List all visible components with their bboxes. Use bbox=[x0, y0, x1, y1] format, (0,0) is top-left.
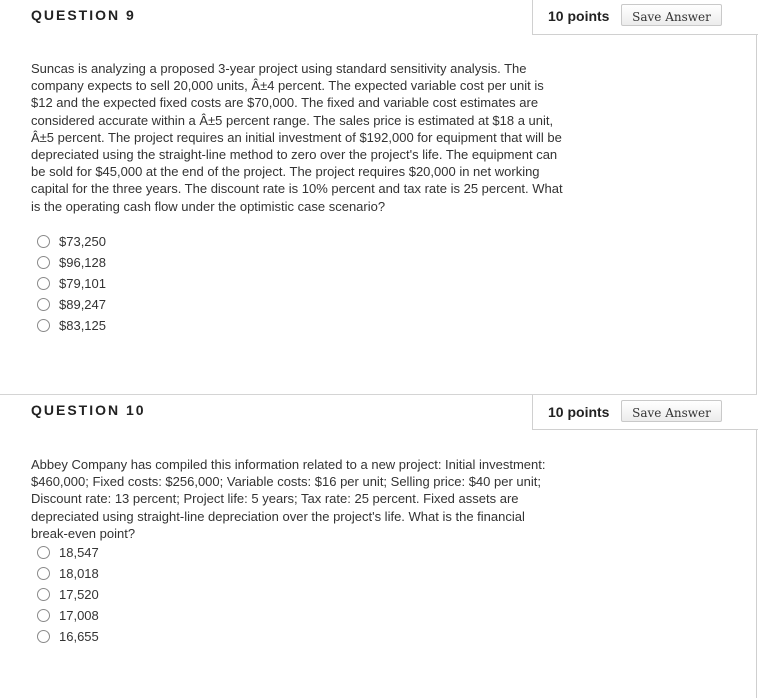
option-label[interactable]: 18,018 bbox=[59, 566, 99, 581]
answer-option[interactable] bbox=[37, 315, 106, 336]
answer-option[interactable] bbox=[37, 584, 99, 605]
option-label[interactable]: $96,128 bbox=[59, 255, 106, 270]
radio-button[interactable] bbox=[37, 256, 50, 269]
answer-options bbox=[37, 542, 99, 647]
points-label: 10 points bbox=[548, 404, 610, 420]
radio-button[interactable] bbox=[37, 298, 50, 311]
question-header bbox=[0, 0, 757, 36]
save-answer-button[interactable]: Save Answer bbox=[621, 4, 722, 26]
answer-option[interactable] bbox=[37, 273, 106, 294]
answer-option[interactable] bbox=[37, 231, 106, 252]
radio-button[interactable] bbox=[37, 609, 50, 622]
question-text: Suncas is analyzing a proposed 3-year project using standard sensitivity analysis. The company expects to sell 20,000 units, Â±4 percent. The expected variable cost per unit is $12 and the expected fixed costs are $70,000. The fixed and variable cost estimates are considered accurate within a Â±5 percent range. The sales price is estimated at $18 a unit, Â±5 percent. The project requires an initial investment of $192,000 for equipment that will be depreciated using the straight-line method to zero over the project's life. The equipment can be sold for $45,000 at the end of the project. The project requires $20,000 in net working capital for the three years. The discount rate is 10% percent and tax rate is 25 percent. What is the operating cash flow under the optimistic case scenario? bbox=[31, 61, 563, 214]
option-label[interactable]: $89,247 bbox=[59, 297, 106, 312]
option-label[interactable]: $79,101 bbox=[59, 276, 106, 291]
radio-button[interactable] bbox=[37, 630, 50, 643]
option-label[interactable]: $73,250 bbox=[59, 234, 106, 249]
points-box bbox=[532, 0, 758, 35]
option-label[interactable]: $83,125 bbox=[59, 318, 106, 333]
answer-options bbox=[37, 231, 106, 336]
points-label: 10 points bbox=[548, 8, 610, 24]
question-text: Abbey Company has compiled this information related to a new project: Initial investment: $460,000; Fixed costs: $256,000; Variable costs: $16 per unit; Selling price: $40 per unit; Discount rate: 13 percent; Project life: 5 years; Tax rate: 25 percent. Fixed assets are depreciated using straight-line depreciation over the project's life. What is the financial break-even point? bbox=[31, 457, 546, 541]
radio-button[interactable] bbox=[37, 235, 50, 248]
question-10 bbox=[0, 394, 757, 699]
option-label[interactable]: 18,547 bbox=[59, 545, 99, 560]
points-box bbox=[532, 395, 758, 430]
option-label[interactable]: 17,008 bbox=[59, 608, 99, 623]
answer-option[interactable] bbox=[37, 626, 99, 647]
radio-button[interactable] bbox=[37, 546, 50, 559]
answer-option[interactable] bbox=[37, 542, 99, 563]
answer-option[interactable] bbox=[37, 294, 106, 315]
radio-button[interactable] bbox=[37, 319, 50, 332]
question-title: QUESTION 10 bbox=[31, 402, 146, 418]
answer-option[interactable] bbox=[37, 252, 106, 273]
answer-option[interactable] bbox=[37, 605, 99, 626]
option-label[interactable]: 16,655 bbox=[59, 629, 99, 644]
radio-button[interactable] bbox=[37, 588, 50, 601]
answer-option[interactable] bbox=[37, 563, 99, 584]
save-answer-button[interactable]: Save Answer bbox=[621, 400, 722, 422]
question-title: QUESTION 9 bbox=[31, 7, 136, 23]
radio-button[interactable] bbox=[37, 567, 50, 580]
question-header bbox=[0, 395, 757, 431]
radio-button[interactable] bbox=[37, 277, 50, 290]
option-label[interactable]: 17,520 bbox=[59, 587, 99, 602]
